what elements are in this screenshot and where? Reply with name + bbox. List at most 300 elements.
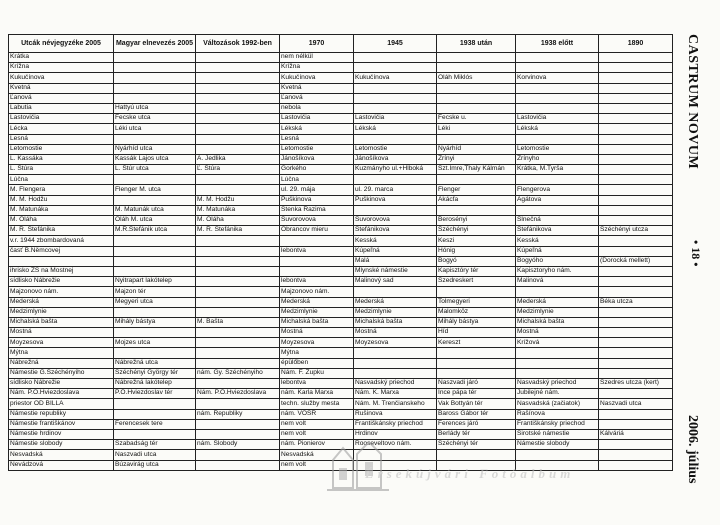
table-row — [9, 277, 673, 287]
table-cell: Moyzesova — [9, 338, 114, 348]
table-cell — [599, 83, 673, 93]
street-names-table — [8, 34, 673, 471]
table-cell: Mýtna — [9, 348, 114, 358]
table-cell: Lúčna — [280, 175, 354, 185]
table-cell: Nábrežná utca — [114, 358, 196, 368]
table-cell: Námestie republiky — [9, 409, 114, 419]
table-cell: nem volt — [280, 419, 354, 429]
table-cell: M. R. Štefánika — [9, 226, 114, 236]
table-cell: Zrínyho — [516, 154, 599, 164]
table-cell: L. Kassáka — [9, 154, 114, 164]
table-cell: Jubilejné nám. — [516, 389, 599, 399]
table-cell — [437, 53, 516, 63]
table-cell: Nesvadská — [9, 450, 114, 460]
table-cell: M. Bašta — [196, 317, 280, 327]
table-cell — [599, 93, 673, 103]
table-cell: Zrínyi — [437, 154, 516, 164]
table-cell — [437, 175, 516, 185]
table-cell: Ince pápa tér — [437, 389, 516, 399]
table-cell: Nábrežná lakótelep — [114, 379, 196, 389]
table-cell: Štefánikova — [354, 226, 437, 236]
table-cell: Kvetná — [9, 83, 114, 93]
table-cell: Františkánsky priechod — [354, 419, 437, 429]
table-cell — [114, 195, 196, 205]
table-cell — [280, 256, 354, 266]
table-cell: Kuzmányho ul.+Hlboká — [354, 165, 437, 175]
column-header: 1938 előtt — [516, 35, 599, 53]
table-cell: Nyitrapart lakótelep — [114, 277, 196, 287]
table-cell — [516, 134, 599, 144]
table-cell: Puškinova — [280, 195, 354, 205]
table-cell — [354, 134, 437, 144]
table-cell — [599, 216, 673, 226]
table-cell — [196, 53, 280, 63]
table-cell — [196, 175, 280, 185]
table-cell: Lékská — [280, 124, 354, 134]
table-cell — [196, 348, 280, 358]
table-cell — [196, 114, 280, 124]
table-cell: sídlisko Nábrežie — [9, 277, 114, 287]
table-cell — [599, 307, 673, 317]
column-header: 1945 — [354, 35, 437, 53]
table-cell: Nevádzová — [9, 460, 114, 470]
table-cell — [599, 103, 673, 113]
table-cell: Hrdinov — [354, 429, 437, 439]
table-cell: nám. Karla Marxa — [280, 389, 354, 399]
table-cell: Kukučínova — [9, 73, 114, 83]
table-cell: M. Oláha — [9, 216, 114, 226]
table-cell: Híd — [437, 328, 516, 338]
table-row — [9, 338, 673, 348]
table-cell: Mlynské námestie — [354, 266, 437, 276]
table-cell — [437, 103, 516, 113]
table-cell — [599, 165, 673, 175]
table-cell — [114, 63, 196, 73]
table-cell — [599, 175, 673, 185]
table-cell — [354, 205, 437, 215]
table-cell: Jánošíkova — [354, 154, 437, 164]
table-cell: Mostná — [354, 328, 437, 338]
table-cell: Naszvadi járó — [437, 379, 516, 389]
table-cell: Béka utcza — [599, 297, 673, 307]
table-cell: Majzonovo nám. — [9, 287, 114, 297]
table-row — [9, 195, 673, 205]
table-cell — [599, 368, 673, 378]
table-cell: Széchényi tér — [437, 440, 516, 450]
table-cell: priestor OD BILLA — [9, 399, 114, 409]
table-cell: nám. Pionierov — [280, 440, 354, 450]
table-cell: Medzimlynie — [9, 307, 114, 317]
table-row — [9, 297, 673, 307]
table-row — [9, 266, 673, 276]
table-cell — [516, 287, 599, 297]
table-cell: Széchényi — [437, 226, 516, 236]
table-cell: Szabadság tér — [114, 440, 196, 450]
table-cell — [196, 185, 280, 195]
table-cell: Nábrežná — [9, 358, 114, 368]
table-cell: Mederská — [9, 297, 114, 307]
table-cell — [196, 419, 280, 429]
table-row — [9, 256, 673, 266]
table-cell — [437, 368, 516, 378]
table-cell — [516, 348, 599, 358]
table-row — [9, 317, 673, 327]
table-cell — [599, 144, 673, 154]
table-cell: Baross Gábor tér — [437, 409, 516, 419]
table-cell — [196, 93, 280, 103]
table-cell — [599, 134, 673, 144]
table-cell — [599, 328, 673, 338]
table-cell — [196, 103, 280, 113]
table-cell: Szedreskert — [437, 277, 516, 287]
table-row — [9, 236, 673, 246]
table-cell: Széchényi György tér — [114, 368, 196, 378]
table-cell: Mojzes utca — [114, 338, 196, 348]
table-row — [9, 358, 673, 368]
table-cell: Michalská bašta — [9, 317, 114, 327]
table-row — [9, 246, 673, 256]
table-cell: Krížna — [280, 63, 354, 73]
table-cell: v.r. 1944 zbombardovaná — [9, 236, 114, 246]
table-cell: Lastovičia — [9, 114, 114, 124]
table-cell — [196, 450, 280, 460]
table-cell: A. Jedlika — [196, 154, 280, 164]
table-cell — [516, 93, 599, 103]
table-cell: nem nélkül — [280, 53, 354, 63]
column-header: 1970 — [280, 35, 354, 53]
table-cell: Krížna — [9, 63, 114, 73]
table-cell — [196, 287, 280, 297]
table-cell: Hónig — [437, 246, 516, 256]
table-cell — [516, 53, 599, 63]
table-cell: Hattyú utca — [114, 103, 196, 113]
table-cell: Námestie slobody — [9, 440, 114, 450]
table-cell — [114, 73, 196, 83]
table-cell — [196, 73, 280, 83]
table-row — [9, 348, 673, 358]
table-cell: Oláh M. utca — [114, 216, 196, 226]
table-cell: Jánošíkova — [280, 154, 354, 164]
issue-date: 2006. július — [685, 415, 700, 484]
table-cell — [196, 399, 280, 409]
table-cell: Lécka — [9, 124, 114, 134]
table-cell — [196, 124, 280, 134]
table-cell: Kapisztóry tér — [437, 266, 516, 276]
table-row — [9, 83, 673, 93]
table-cell: Slnečná — [516, 216, 599, 226]
table-cell: M. Matunáka — [196, 205, 280, 215]
table-cell — [516, 368, 599, 378]
table-row — [9, 205, 673, 215]
table-cell — [516, 83, 599, 93]
table-cell: Lesná — [280, 134, 354, 144]
table-cell: Nám. K. Marxa — [354, 389, 437, 399]
table-cell: Mihály bástya — [437, 317, 516, 327]
table-cell: Nám. P.O.Hviezdoslava — [196, 389, 280, 399]
table-cell: Puškinova — [354, 195, 437, 205]
table-cell: Keszi — [437, 236, 516, 246]
table-cell — [437, 63, 516, 73]
table-cell — [437, 83, 516, 93]
table-row — [9, 185, 673, 195]
table-cell — [196, 307, 280, 317]
table-cell — [114, 236, 196, 246]
table-cell — [599, 317, 673, 327]
table-cell — [437, 348, 516, 358]
table-row — [9, 409, 673, 419]
table-cell — [196, 297, 280, 307]
table-cell: lebontva — [280, 277, 354, 287]
watermark-text: Érsekújvári Fotóalbum — [365, 466, 575, 481]
table-cell: ul. 29. marca — [354, 185, 437, 195]
table-cell: P.O.Hviezdoslav tér — [114, 389, 196, 399]
table-row — [9, 216, 673, 226]
table-cell — [114, 83, 196, 93]
table-cell — [196, 83, 280, 93]
table-row — [9, 144, 673, 154]
table-row — [9, 419, 673, 429]
table-row — [9, 73, 673, 83]
table-cell — [114, 175, 196, 185]
table-row — [9, 328, 673, 338]
table-cell: Michalská bašta — [516, 317, 599, 327]
table-cell: Megyeri utca — [114, 297, 196, 307]
table-cell: Ľanová — [280, 93, 354, 103]
table-cell: M. R. Štefánika — [196, 226, 280, 236]
table-cell: Moyzesova — [280, 338, 354, 348]
table-cell: Nám. F. Zupku — [280, 368, 354, 378]
table-cell: Námestie hrdinov — [9, 429, 114, 439]
table-cell: Ferences járó — [437, 419, 516, 429]
table-cell: Majzon tér — [114, 287, 196, 297]
table-cell: Széchényi utcza — [599, 226, 673, 236]
table-cell — [196, 429, 280, 439]
table-cell: Lékská — [354, 124, 437, 134]
table-cell: Námestie G.Széchényiho — [9, 368, 114, 378]
watermark — [325, 432, 665, 502]
table-cell — [599, 63, 673, 73]
table-cell: Bogyó — [437, 256, 516, 266]
table-cell: M. Flengera — [9, 185, 114, 195]
table-cell: ihrisko ZŠ na Mostnej — [9, 266, 114, 276]
publication-title: CASTRUM NOVUM — [685, 34, 700, 170]
table-cell: Korvinova — [516, 73, 599, 83]
table-cell: Krížová — [516, 338, 599, 348]
table-cell — [196, 266, 280, 276]
table-cell: M.R.Štefánik utca — [114, 226, 196, 236]
table-cell: Kálváriá — [599, 429, 673, 439]
table-cell: Mederská — [516, 297, 599, 307]
table-cell: épülőben — [280, 358, 354, 368]
table-cell: Nasvadská (začiatok) — [516, 399, 599, 409]
table-cell — [599, 236, 673, 246]
table-cell — [354, 103, 437, 113]
table-cell — [114, 134, 196, 144]
table-cell: Kúpeľná — [516, 246, 599, 256]
table-cell — [437, 287, 516, 297]
table-cell: Kereszt — [437, 338, 516, 348]
table-cell: nám. Slobody — [196, 440, 280, 450]
table-cell: techn. služby mesta — [280, 399, 354, 409]
table-cell: Štefánikova — [516, 226, 599, 236]
table-cell: Flenger — [437, 185, 516, 195]
table-cell: Malá — [354, 256, 437, 266]
table-cell: nám. Gy. Széchényiho — [196, 368, 280, 378]
table-row — [9, 154, 673, 164]
table-cell — [114, 266, 196, 276]
table-cell — [599, 124, 673, 134]
table-cell: nebola — [280, 103, 354, 113]
table-cell: Szedres utcza (kert) — [599, 379, 673, 389]
table-cell: Mostná — [9, 328, 114, 338]
table-cell — [196, 358, 280, 368]
table-cell: Nyárhíd — [437, 144, 516, 154]
table-cell: M. Matunáka — [9, 205, 114, 215]
table-cell: Mostná — [280, 328, 354, 338]
table-cell: Lékská — [516, 124, 599, 134]
table-cell — [437, 205, 516, 215]
table-row — [9, 175, 673, 185]
table-cell: Medzimlynie — [516, 307, 599, 317]
table-row — [9, 53, 673, 63]
table-cell: Flenger M. utca — [114, 185, 196, 195]
table-body — [9, 53, 673, 471]
table-row — [9, 368, 673, 378]
table-cell: Františkánsky priechod — [516, 419, 599, 429]
table-cell: Kassák Lajos utca — [114, 154, 196, 164]
table-cell: Lastovičia — [354, 114, 437, 124]
table-cell: Nasvadský priechod — [516, 379, 599, 389]
page-number: • 18 • — [689, 240, 703, 267]
table-cell: lebontva — [280, 246, 354, 256]
table-cell — [599, 73, 673, 83]
table-cell — [196, 277, 280, 287]
table-cell: Obrancov mieru — [280, 226, 354, 236]
table-cell — [599, 266, 673, 276]
table-cell: Majzonovo nám. — [280, 287, 354, 297]
table-cell: L. Štúr utca — [114, 165, 196, 175]
table-cell — [280, 236, 354, 246]
table-cell: Gorkého — [280, 165, 354, 175]
table-cell: Nasvadský priechod — [354, 379, 437, 389]
table-cell — [9, 256, 114, 266]
table-cell: Námestie slobody — [516, 440, 599, 450]
table-cell: Kesská — [516, 236, 599, 246]
table-cell — [599, 185, 673, 195]
table-cell: Stenka Razima — [280, 205, 354, 215]
table-cell — [196, 144, 280, 154]
table-cell: Suvorovova — [280, 216, 354, 226]
table-cell — [599, 419, 673, 429]
table-cell — [437, 93, 516, 103]
table-row — [9, 134, 673, 144]
table-cell — [599, 246, 673, 256]
table-cell: Akácfa — [437, 195, 516, 205]
table-cell — [516, 63, 599, 73]
table-cell: Krátka — [9, 53, 114, 63]
table-cell — [196, 338, 280, 348]
table-cell — [354, 368, 437, 378]
table-cell: Kesská — [354, 236, 437, 246]
table-cell: Szt.Imre,Thaly Kálmán — [437, 165, 516, 175]
table-cell: Léki — [437, 124, 516, 134]
table-cell — [599, 114, 673, 124]
table-cell: Kukučínova — [280, 73, 354, 83]
table-cell: Letomostie — [280, 144, 354, 154]
table-cell: Medzimlynie — [354, 307, 437, 317]
table-cell: (Dorocká mellett) — [599, 256, 673, 266]
table-cell: Rašínova — [516, 409, 599, 419]
table-cell: Mostná — [516, 328, 599, 338]
table-cell: Kukučínova — [354, 73, 437, 83]
table-cell: Naszvadi utca — [599, 399, 673, 409]
table-cell — [599, 409, 673, 419]
table-row — [9, 389, 673, 399]
table-cell: časť B.Němcovej — [9, 246, 114, 256]
table-cell — [354, 175, 437, 185]
table-row — [9, 399, 673, 409]
table-cell: Námestie františkánov — [9, 419, 114, 429]
table-cell — [114, 348, 196, 358]
table-cell: Lesná — [9, 134, 114, 144]
table-cell: Nyárhíd utca — [114, 144, 196, 154]
column-header: 1938 után — [437, 35, 516, 53]
column-header: 1890 — [599, 35, 673, 53]
table-cell: Michalská bašta — [354, 317, 437, 327]
table-cell — [114, 93, 196, 103]
table-cell — [516, 175, 599, 185]
table-cell — [354, 93, 437, 103]
table-cell — [437, 358, 516, 368]
table-cell: Lastovičia — [516, 114, 599, 124]
table-cell: nem volt — [280, 429, 354, 439]
table-cell: Krátka, M.Tyrša — [516, 165, 599, 175]
table-cell: Bogyóho — [516, 256, 599, 266]
table-row — [9, 114, 673, 124]
table-cell: Malinová — [516, 277, 599, 287]
table-cell: Flengerova — [516, 185, 599, 195]
table-cell — [437, 134, 516, 144]
table-cell — [599, 389, 673, 399]
table-cell — [114, 429, 196, 439]
table-cell — [114, 328, 196, 338]
table-cell: M. Oláha — [196, 216, 280, 226]
table-cell — [196, 63, 280, 73]
table-cell — [354, 287, 437, 297]
table-cell: Mihály bástya — [114, 317, 196, 327]
table-cell: Letomostie — [516, 144, 599, 154]
table-cell — [354, 348, 437, 358]
table-cell: Berlády tér — [437, 429, 516, 439]
table-cell: Malinový sad — [354, 277, 437, 287]
column-header: Magyar elnevezés 2005 — [114, 35, 196, 53]
table-cell: Rooseveltovo nám. — [354, 440, 437, 450]
table-cell: M. M. Hodžu — [9, 195, 114, 205]
table-cell — [114, 409, 196, 419]
table-cell — [516, 205, 599, 215]
table-cell: Malomköz — [437, 307, 516, 317]
table-cell — [516, 358, 599, 368]
table-row — [9, 287, 673, 297]
table-row — [9, 379, 673, 389]
table-cell: Rušinova — [354, 409, 437, 419]
table-cell: Kvetná — [280, 83, 354, 93]
table-cell — [599, 358, 673, 368]
page-sidebar — [676, 30, 716, 520]
table-cell — [196, 379, 280, 389]
table-cell: Lastovičia — [280, 114, 354, 124]
table-cell: L. Štúra — [9, 165, 114, 175]
